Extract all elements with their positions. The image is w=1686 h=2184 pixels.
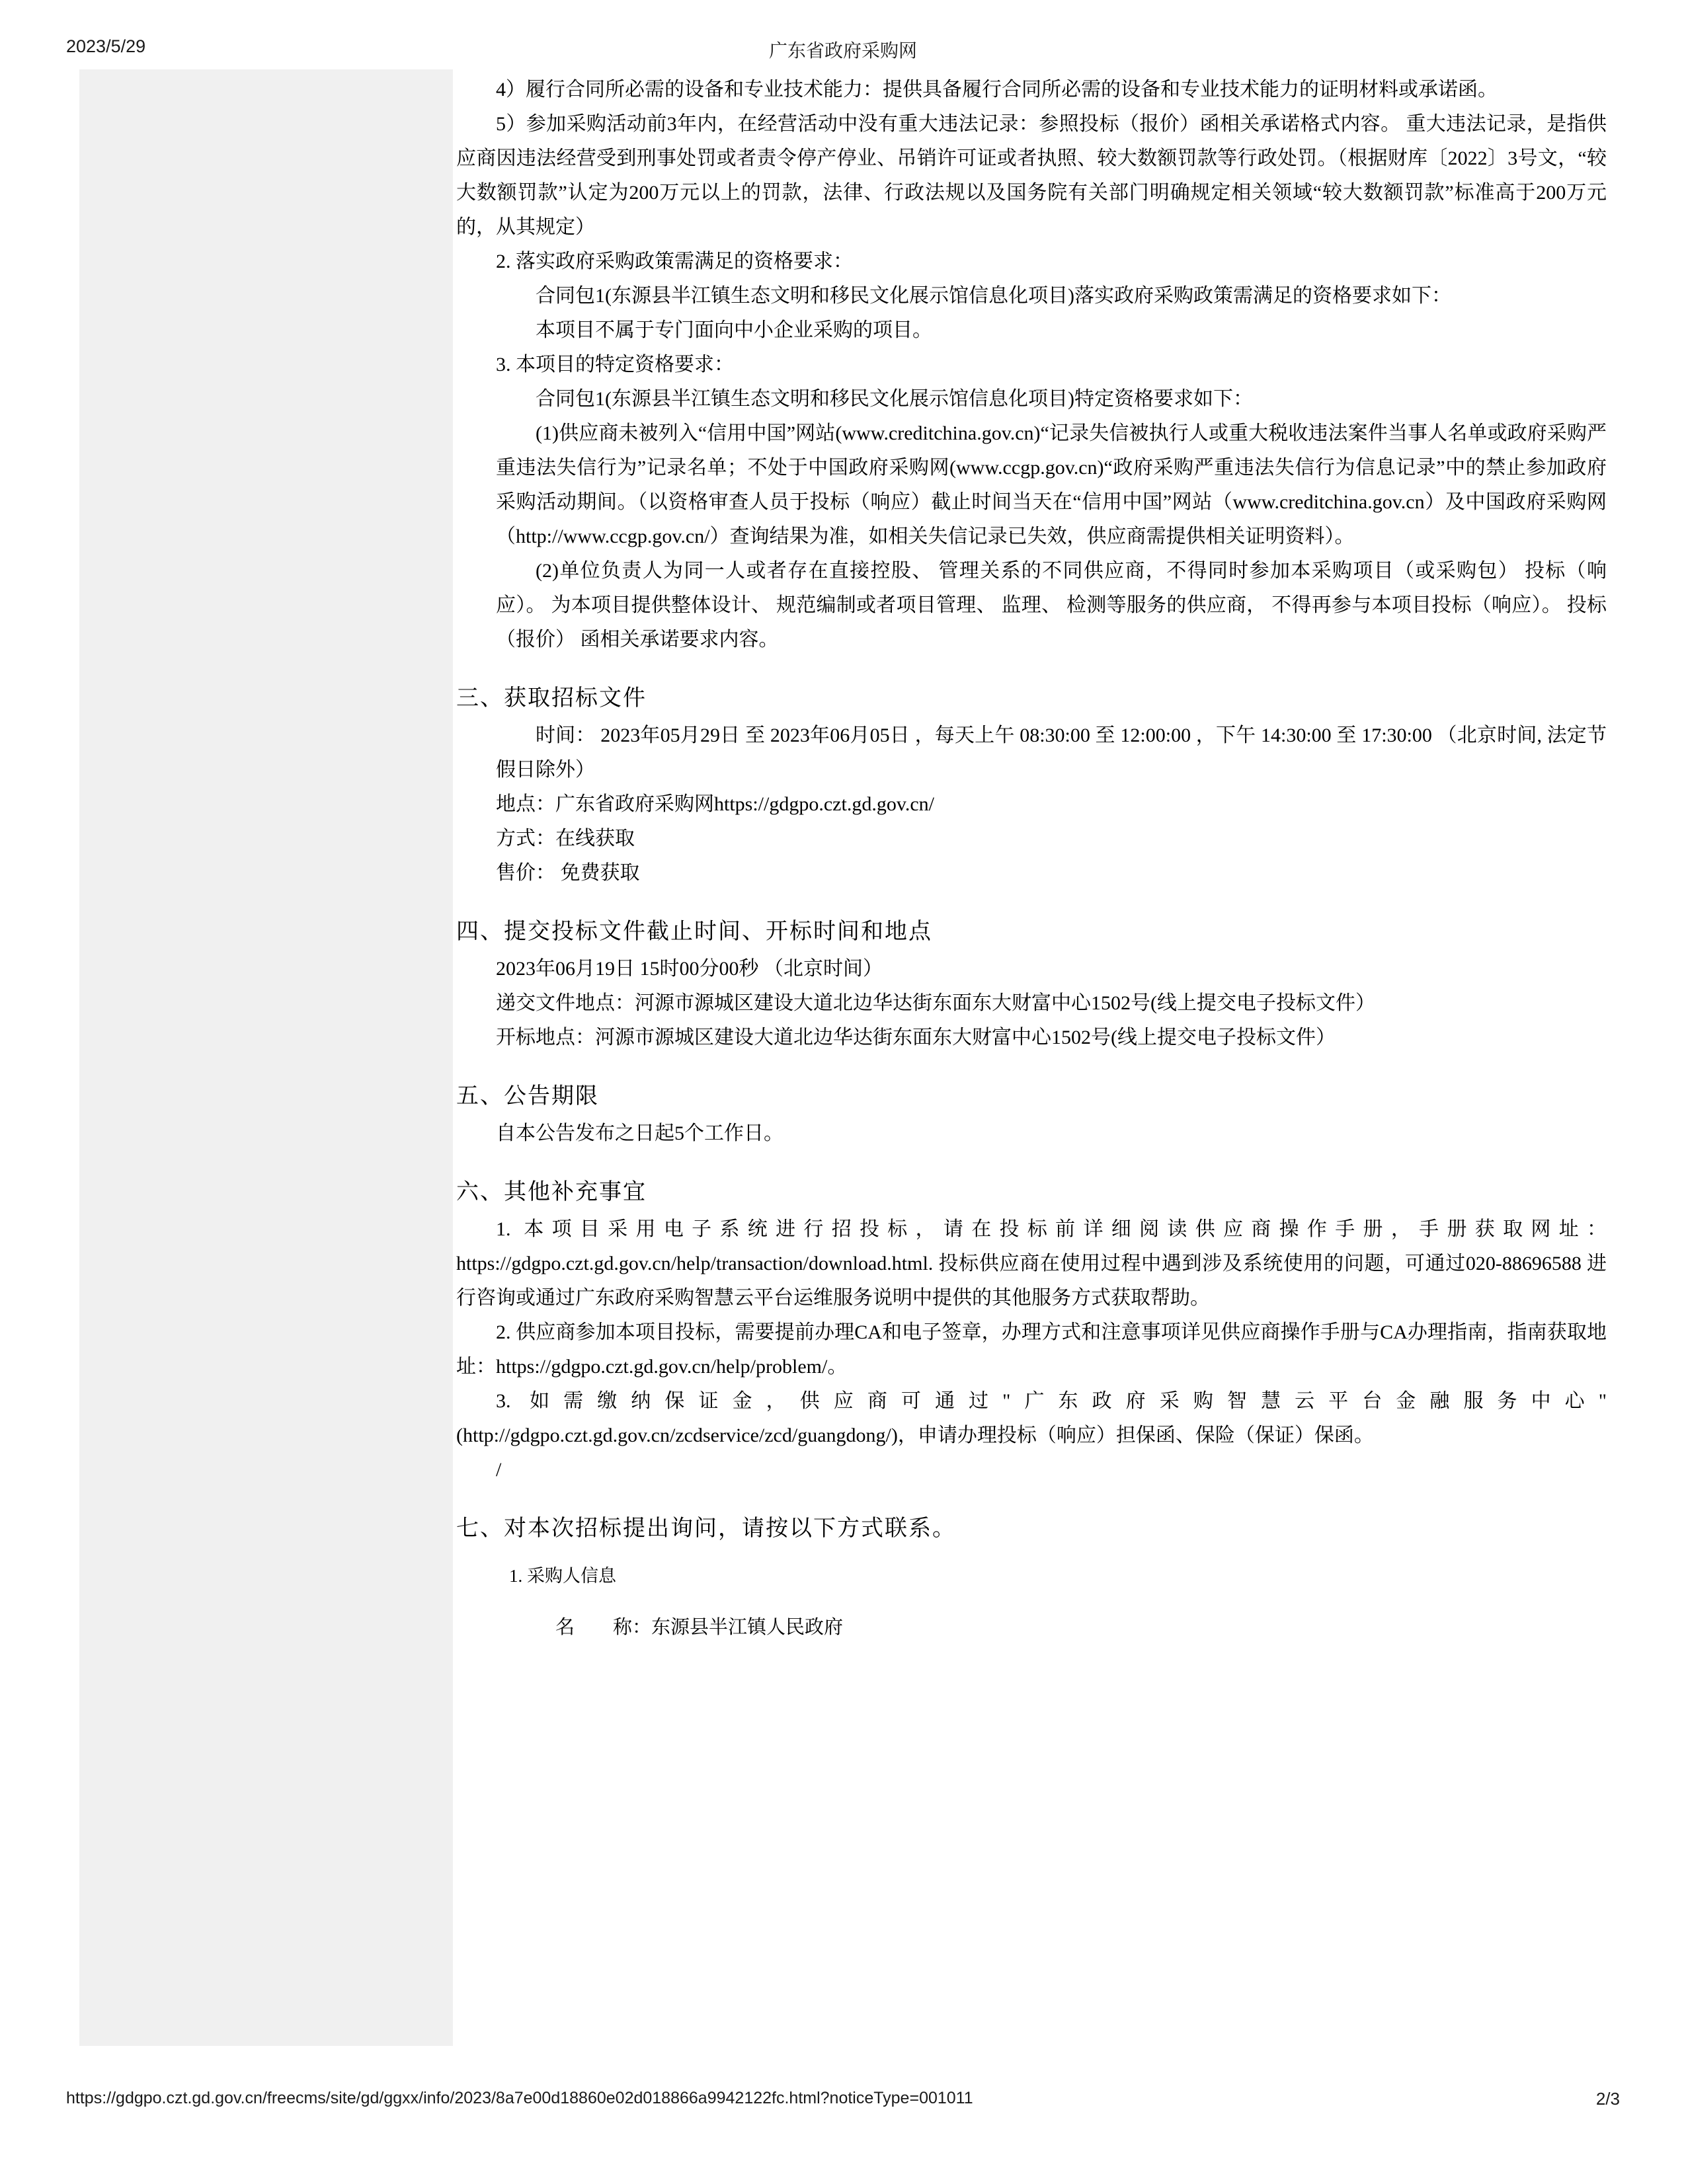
section-6-title: 六、其他补充事宜 bbox=[456, 1180, 647, 1204]
header-date: 2023/5/29 bbox=[66, 36, 146, 56]
section-4-submit-place: 递交文件地点：河源市源城区建设大道北边华达街东面东大财富中心1502号(线上提交电子投标文件） bbox=[496, 992, 1375, 1014]
section-3-time: 时间： 2023年05月29日 至 2023年06月05日 ，每天上午 08:30:00 至 12:00:00 ，下午 14:30:00 至 17:30:00 （北京时间, 法定节假日除外） bbox=[496, 724, 1607, 781]
section-5-title: 五、公告期限 bbox=[456, 1084, 599, 1109]
specific-requirement-p1: (1)供应商未被列入“信用中国”网站(www.creditchina.gov.cn)“记录失信被执行人或重大税收违法案件当事人名单或政府采购严重违法失信行为”记录名单；不处于中国政府采购网(www.ccgp.gov.cn)“政府采购严重违法失信行为信息记录”中的禁止参加政府采购活动期间。（以资格审查人员于投标（响应）截止时间当天在“信用中国”网站（www.creditchina.gov.cn）及中国政府采购网（http://www.ccgp.gov.cn/）查询结果为准，如相关失信记录已失效，供应商需提供相关证明资料）。 bbox=[496, 422, 1607, 547]
purchaser-name-row bbox=[456, 1611, 1607, 1644]
footer-page-number: 2/3 bbox=[1595, 2089, 1620, 2109]
policy-requirement-body: 合同包1(东源县半江镇生态文明和移民文化展示馆信息化项目)落实政府采购政策需满足的资格要求如下： bbox=[536, 285, 1451, 307]
section-7-sub1: 1. 采购人信息 bbox=[509, 1566, 616, 1586]
qualification-item-4: 4）履行合同所必需的设备和专业技术能力：提供具备履行合同所必需的设备和专业技术能力的证明材料或承诺函。 bbox=[496, 79, 1498, 100]
specific-requirement-title: 3. 本项目的特定资格要求： bbox=[496, 354, 734, 375]
section-3-method: 方式：在线获取 bbox=[496, 828, 635, 849]
section-6-p1: 1. 本项目采用电子系统进行招投标，请在投标前详细阅读供应商操作手册，手册获取网址：https://gdgpo.czt.gd.gov.cn/help/transaction/download.html. 投标供应商在使用过程中遇到涉及系统使用的问题，可通过020-88696588 进行咨询或通过广东政府采购智慧云平台运维服务说明中提供的其他服务方式获取帮助。 bbox=[456, 1218, 1607, 1309]
section-3-title: 三、获取招标文件 bbox=[456, 686, 647, 711]
section-7-title: 七、对本次招标提出询问，请按以下方式联系。 bbox=[456, 1516, 956, 1541]
section-4-open-place: 开标地点：河源市源城区建设大道北边华达街东面东大财富中心1502号(线上提交电子投标文件） bbox=[496, 1027, 1336, 1048]
section-4-deadline: 2023年06月19日 15时00分00秒 （北京时间） bbox=[496, 958, 883, 980]
section-6-p2: 2. 供应商参加本项目投标，需要提前办理CA和电子签章，办理方式和注意事项详见供应商操作手册与CA办理指南，指南获取地址：https://gdgpo.czt.gd.gov.cn/help/problem/。 bbox=[456, 1321, 1607, 1378]
purchaser-name-value: 东源县半江镇人民政府 bbox=[651, 1617, 844, 1638]
document-content bbox=[456, 73, 1607, 1663]
section-6-p4: / bbox=[496, 1459, 502, 1481]
section-3-price: 售价： 免费获取 bbox=[496, 862, 640, 884]
section-6-p3: 3. 如需缴纳保证金，供应商可通过"广东政府采购智慧云平台金融服务中心"(http://gdgpo.czt.gd.gov.cn/zcdservice/zcd/guangdong/)，申请办理投标（响应）担保函、保险（保证）保函。 bbox=[456, 1390, 1607, 1446]
section-3-place: 地点：广东省政府采购网https://gdgpo.czt.gd.gov.cn/ bbox=[496, 793, 935, 815]
section-4-title: 四、提交投标文件截止时间、开标时间和地点 bbox=[456, 919, 932, 944]
header-site-title: 广东省政府采购网 bbox=[768, 41, 917, 61]
purchaser-name-label: 名 称： bbox=[555, 1617, 652, 1638]
left-margin-band bbox=[79, 69, 453, 2046]
policy-requirement-title: 2. 落实政府采购政策需满足的资格要求： bbox=[496, 251, 853, 272]
qualification-item-5: 5）参加采购活动前3年内，在经营活动中没有重大违法记录：参照投标（报价）函相关承诺格式内容。 重大违法记录，是指供应商因违法经营受到刑事处罚或者责令停产停业、吊销许可证或者执照、较大数额罚款等行政处罚。（根据财库〔2022〕3号文，“较大数额罚款”认定为200万元以上的罚款，法律、行政法规以及国务院有关部门明确规定相关领域“较大数额罚款”标准高于200万元的，从其规定） bbox=[456, 113, 1607, 238]
footer-url: https://gdgpo.czt.gd.gov.cn/freecms/site/gd/ggxx/info/2023/8a7e00d18860e02d018866a9942122fc.html?noticeType=001011 bbox=[66, 2089, 973, 2107]
section-5-text: 自本公告发布之日起5个工作日。 bbox=[496, 1122, 783, 1144]
specific-requirement-p2: (2)单位负责人为同一人或者存在直接控股、 管理关系的不同供应商，不得同时参加本采购项目（或采购包） 投标（响应）。 为本项目提供整体设计、 规范编制或者项目管理、 监理、 检测等服务的供应商， 不得再参与本项目投标（响应）。 投标（报价） 函相关承诺要求内容。 bbox=[496, 560, 1607, 650]
specific-requirement-body: 合同包1(东源县半江镇生态文明和移民文化展示馆信息化项目)特定资格要求如下： bbox=[536, 388, 1253, 410]
policy-requirement-note: 本项目不属于专门面向中小企业采购的项目。 bbox=[536, 319, 932, 341]
